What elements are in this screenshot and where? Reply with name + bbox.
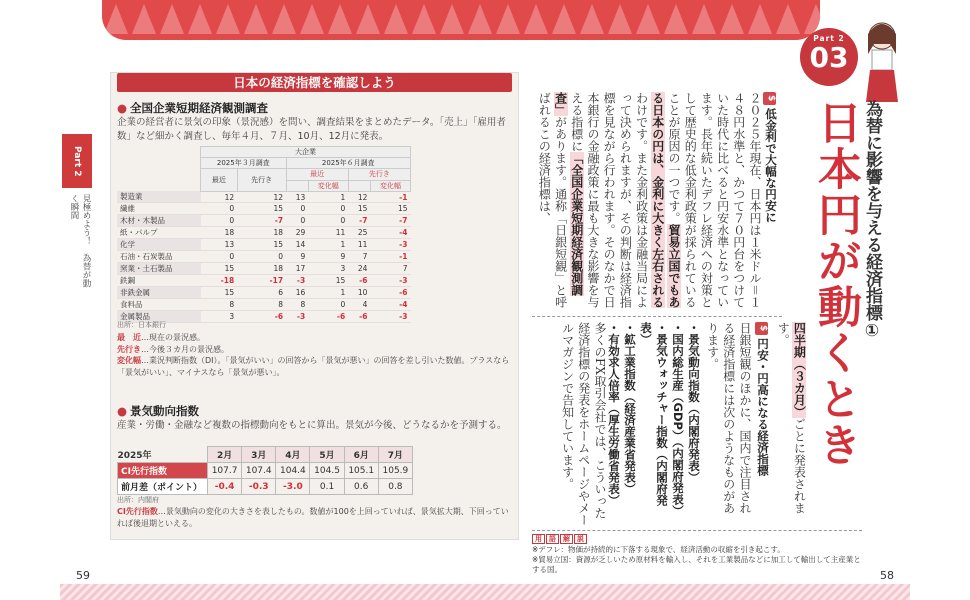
cell: -6	[237, 311, 286, 323]
cell: -18	[201, 275, 238, 287]
tankan-heading: ● 全国企業短期経済観測調査	[117, 100, 268, 116]
cell: 16	[286, 287, 308, 299]
cell: -6	[348, 311, 370, 323]
definition-term: 最 近	[117, 333, 141, 342]
cell: 12	[201, 191, 238, 203]
cell: -6	[348, 275, 370, 287]
table-row	[117, 203, 411, 215]
cell: 7	[348, 251, 370, 263]
table-row	[117, 275, 411, 287]
table-row	[117, 227, 411, 239]
body-text-3: 多くのFX取引会社では、こういった経済指標の発表をホームページやメールマガジンで告知しています。	[560, 322, 607, 526]
cell: -3	[370, 239, 410, 251]
ci-cell: -0.3	[242, 479, 276, 495]
indicator-list-item: ・景気動向指数（内閣府発表）	[687, 322, 701, 483]
ci-cell: 104.5	[310, 463, 344, 479]
tankan-source: 出所：日本銀行	[117, 321, 166, 329]
cell: 12	[348, 191, 370, 203]
definition-item	[117, 332, 513, 344]
cell: 0	[308, 203, 348, 215]
cell: -3	[370, 311, 410, 323]
row-label: 非鉄金属	[117, 287, 201, 299]
cell: -17	[237, 275, 286, 287]
ci-table	[117, 446, 413, 495]
ci-month: 5月	[310, 447, 344, 463]
cell: 15	[201, 287, 238, 299]
definition-text: …現在の景況感。	[141, 333, 205, 342]
ci-month: 7月	[378, 447, 412, 463]
character-illustration	[862, 14, 902, 104]
ci-month: 6月	[344, 447, 378, 463]
footer-strip	[60, 584, 910, 600]
cell: 15	[370, 203, 410, 215]
header-large-corp: 大企業	[201, 147, 411, 158]
cell: 0	[308, 299, 348, 311]
ci-cell: 107.4	[242, 463, 276, 479]
cell: 4	[348, 299, 370, 311]
indicator-list	[607, 322, 702, 522]
ci-def-term: CI先行指数	[117, 507, 158, 516]
cell: -3	[286, 275, 308, 287]
ci-month: 2月	[208, 447, 242, 463]
header-change-2: 変化幅	[370, 180, 410, 191]
cell: -4	[370, 299, 410, 311]
definition-text: …今後３カ月の景況感。	[141, 344, 229, 354]
page-number-right: 58	[880, 569, 894, 582]
dollar-icon: $	[763, 92, 776, 105]
ci-cell: -3.0	[276, 479, 310, 495]
cell: 3	[308, 263, 348, 275]
side-tab-part: Part 2	[62, 134, 92, 188]
header-june: 2025年６月調査	[286, 158, 410, 169]
cell: 1	[308, 191, 348, 203]
indicator-list-item: ・鉱工業指数（経済産業省発表）	[623, 322, 637, 495]
cell: 15	[237, 239, 286, 251]
ci-cell: -0.4	[208, 479, 242, 495]
ci-month: 4月	[276, 447, 310, 463]
highlight-trade: 貿易立国でもある日本の円は、金利に大きく左右される	[650, 92, 681, 308]
divider	[532, 316, 782, 317]
row-label: 食料品	[117, 299, 201, 311]
triangle-pattern	[102, 0, 820, 40]
side-tab	[62, 134, 92, 294]
table-row	[117, 263, 411, 275]
row-label: 木材・木製品	[117, 215, 201, 227]
cell: -6	[370, 287, 410, 299]
ci-description: 産業・労働・金融など複数の指標動向をもとに算出。景気が今後、どうなるかを予測する。	[117, 420, 507, 431]
cell: 0	[308, 215, 348, 227]
cell: 9	[286, 251, 308, 263]
glossary-label-char: 説	[574, 534, 587, 544]
cell: 24	[348, 263, 370, 275]
subtitle: 為替に影響を与える経済指標①	[862, 100, 882, 341]
row-label: 金属製品	[117, 311, 201, 323]
tankan-description: 企業の経営者に景気の印象（景況感）を問い、調査結果をまとめたデータ。「売上」「雇用者数」など細かく調査し、毎年４月、７月、10月、12月に発表。	[117, 117, 506, 142]
definition-term: 先行き	[117, 344, 141, 354]
header-forecast: 先行き	[237, 169, 286, 191]
glossary	[532, 545, 862, 575]
ci-cell: 107.7	[208, 463, 242, 479]
cell: -7	[237, 215, 286, 227]
ci-row	[118, 463, 413, 479]
table-row	[117, 251, 411, 263]
table-row	[117, 191, 411, 203]
cell: 1	[308, 287, 348, 299]
header-current-jun: 最近	[286, 169, 348, 180]
table-row	[117, 287, 411, 299]
ci-row	[118, 479, 413, 495]
cell: 15	[348, 203, 370, 215]
side-tab-text: 見極めよう！ 為替が動く瞬間	[69, 194, 91, 288]
cell: 9	[308, 251, 348, 263]
ci-def-text: …景気動向の変化の大きさを表したもの。数値が100を上回っていれば、景気拡大期、下回っていれば後退期といえる。	[117, 507, 509, 528]
ci-header-row	[118, 447, 413, 463]
indicator-list-item: ・有効求人倍率（厚生労働省発表）	[607, 322, 621, 506]
cell: 1	[308, 239, 348, 251]
box-title: 日本の経済指標を確認しよう	[117, 73, 512, 92]
cell: 6	[237, 287, 286, 299]
page-number-left: 59	[76, 569, 90, 582]
table-row	[117, 239, 411, 251]
row-label: 繊維	[117, 203, 201, 215]
cell: 15	[237, 203, 286, 215]
ci-cell: 0.6	[344, 479, 378, 495]
cell: -7	[370, 215, 410, 227]
ci-month: 3月	[242, 447, 276, 463]
cell: 11	[308, 227, 348, 239]
tankan-table	[117, 146, 411, 323]
indicator-list-item: ・景気ウォッチャー指数（内閣府発表）	[639, 322, 669, 506]
cell: 18	[237, 227, 286, 239]
dollar-icon-2: $	[755, 322, 768, 335]
ci-row-label: CI先行指数	[118, 463, 208, 479]
tankan-definitions	[117, 332, 513, 378]
cell: 17	[286, 263, 308, 275]
definition-item	[117, 355, 513, 378]
row-label: 紙・パルプ	[117, 227, 201, 239]
cell: 10	[348, 287, 370, 299]
cell: 8	[237, 299, 286, 311]
ci-year: 2025年	[118, 447, 208, 463]
table-row	[117, 215, 411, 227]
ci-source: 出所：内閣府	[117, 496, 159, 504]
cell: -3	[370, 275, 410, 287]
indicator-list-item: ・国内総生産（GDP）（内閣府発表）	[671, 322, 685, 517]
glossary-label	[532, 534, 588, 544]
cell: 13	[201, 239, 238, 251]
cell: 0	[237, 251, 286, 263]
cell: 3	[201, 311, 238, 323]
cell: 7	[370, 263, 410, 275]
header-banner	[102, 0, 820, 40]
cell: -7	[348, 215, 370, 227]
cell: -4	[370, 227, 410, 239]
cell: 18	[201, 227, 238, 239]
ci-cell: 0.1	[310, 479, 344, 495]
glossary-item: ※デフレ：物価が持続的に下落する現象で、経済活動の収縮を引き起こす。	[532, 545, 785, 554]
header-march: 2025年３月調査	[201, 158, 286, 169]
cell: 0	[201, 215, 238, 227]
body-text-quarter: 四半期（３カ月）ごとに発表されます。	[776, 322, 807, 514]
cell: -1	[370, 251, 410, 263]
ci-heading: ● 景気動向指数	[117, 403, 199, 419]
table-row	[117, 299, 411, 311]
cell: 13	[286, 191, 308, 203]
badge-number: 03	[809, 41, 849, 74]
ci-definition	[117, 506, 513, 529]
header-forecast-jun: 先行き	[348, 169, 410, 180]
row-label: 鉄鋼	[117, 275, 201, 287]
header-change-1: 変化幅	[308, 180, 348, 191]
ci-cell: 105.9	[378, 463, 412, 479]
row-label: 窯業・土石製品	[117, 263, 201, 275]
divider-2	[532, 530, 862, 531]
ci-cell: 105.1	[344, 463, 378, 479]
cell: 15	[308, 275, 348, 287]
section-heading-2: $円安・円高になる経済指標	[755, 322, 771, 476]
cell: 25	[348, 227, 370, 239]
body-text-2: 日銀短観のほかに、国内で注目される経済指標には次のようなものがあります。	[705, 322, 752, 514]
cell: -6	[308, 311, 348, 323]
ci-cell: 0.8	[378, 479, 412, 495]
cell: -3	[286, 311, 308, 323]
cell: -1	[370, 191, 410, 203]
row-label: 石油・石炭製品	[117, 251, 201, 263]
cell: 12	[237, 191, 286, 203]
glossary-label-char: 用	[532, 534, 545, 544]
cell: 0	[201, 251, 238, 263]
cell: 29	[286, 227, 308, 239]
cell: 15	[201, 263, 238, 275]
cell: 18	[237, 263, 286, 275]
cell: 8	[286, 299, 308, 311]
cell: 0	[201, 203, 238, 215]
part-badge	[800, 28, 858, 86]
definition-text: …業況判断指数（DI）。「景気がいい」の回答から「景気が悪い」の回答を差し引いた数値。プラスなら「景気がいい」、マイナスなら「景気が悪い」。	[117, 356, 510, 377]
glossary-item: ※貿易立国：資源が乏しいため原材料を輸入し、それを工業製品などに加工して輸出して主産業とする国。	[532, 555, 861, 574]
definition-item	[117, 344, 513, 356]
ci-cell: 104.4	[276, 463, 310, 479]
cell: 14	[286, 239, 308, 251]
main-title: 日本円が動くとき	[810, 100, 861, 468]
row-label: 化学	[117, 239, 201, 251]
cell: 0	[286, 215, 308, 227]
cell: 0	[286, 203, 308, 215]
header-current: 最近	[201, 169, 238, 191]
body-text-1: ２０２５年現在、日本円は１米ドル＝１４８円水準と、かつて７０円台をつけていた時代に比べると円安水準となっています。長年続いたデフレ経済への対策として歴史的な低金利政策が採られていることが原因の一つです。貿易立国でもある日本の円は、金利に大きく左右されるわけです。また金利政策は金融当局によって決められますが、その判断は経済指標を見ながら行われます。そのなかで日本銀行の金融政策に最も大きな影響を与える指標に「全国企業短期経済観測調査」があります。通称「日銀短観」と呼ばれるこの経済指標は、	[537, 92, 762, 309]
highlight-tankan: 「全国企業短期経済観測調査」	[553, 92, 584, 296]
definition-term: 変化幅	[117, 356, 141, 365]
glossary-label-char: 語	[546, 534, 559, 544]
section-heading-1: $低金利で大幅な円安に	[763, 92, 779, 223]
row-label: 製造業	[117, 191, 201, 203]
cell: 8	[201, 299, 238, 311]
ci-row-label: 前月差（ポイント）	[118, 479, 208, 495]
glossary-label-char: 解	[560, 534, 573, 544]
cell: 11	[348, 239, 370, 251]
badge-part: Part 2	[813, 34, 845, 43]
